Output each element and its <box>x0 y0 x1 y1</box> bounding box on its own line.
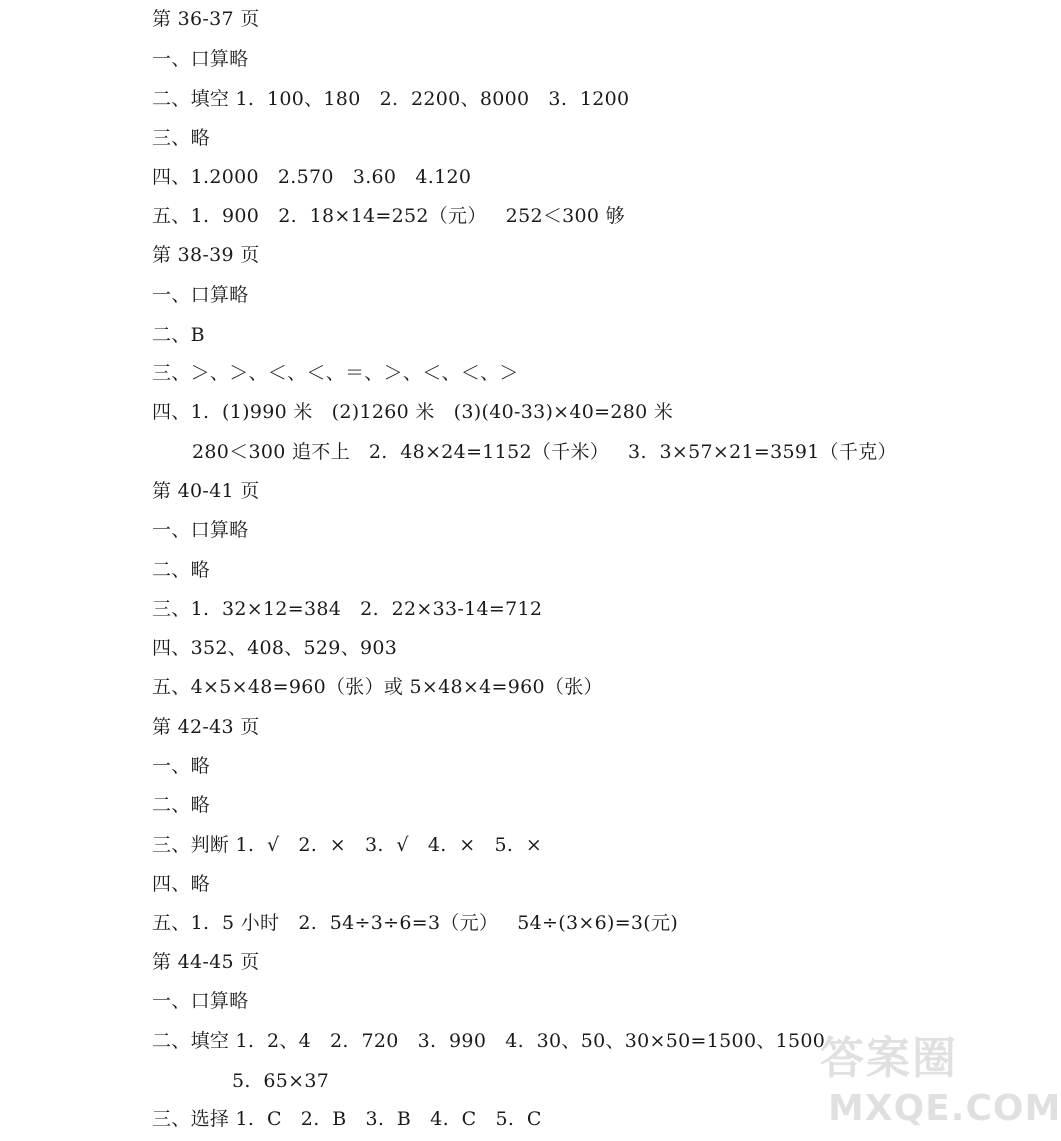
answer-line: 五、4×5×48=960（张）或 5×48×4=960（张） <box>152 676 603 698</box>
answer-line: 五、1. 5 小时 2. 54÷3÷6=3（元） 54÷(3×6)=3(元) <box>152 912 679 934</box>
watermark-domain: MXQE.COM <box>828 1088 1061 1129</box>
answer-line: 一、口算略 <box>152 519 249 541</box>
answer-line: 四、352、408、529、903 <box>152 637 398 659</box>
answer-line: 二、填空 1. 100、180 2. 2200、8000 3. 1200 <box>152 88 630 110</box>
section-heading-38-39: 第 38-39 页 <box>152 244 260 266</box>
watermark-logo-text: 答案圈 <box>820 1033 958 1084</box>
answer-line: 三、判断 1. √ 2. × 3. √ 4. × 5. × <box>152 834 543 856</box>
answer-line: 三、选择 1. C 2. B 3. B 4. C 5. C <box>152 1108 542 1130</box>
answer-line: 四、1.2000 2.570 3.60 4.120 <box>152 166 472 188</box>
site-watermark <box>820 1022 1061 1137</box>
answer-line: 二、略 <box>152 559 210 581</box>
answer-line: 一、略 <box>152 755 210 777</box>
section-heading-42-43: 第 42-43 页 <box>152 716 260 738</box>
answer-line: 一、口算略 <box>152 284 249 306</box>
answer-line: 三、略 <box>152 127 210 149</box>
answer-line: 四、略 <box>152 873 210 895</box>
answer-line: 三、1. 32×12=384 2. 22×33-14=712 <box>152 598 543 620</box>
answer-line: 二、填空 1. 2、4 2. 720 3. 990 4. 30、50、30×50=1500、1500 <box>152 1030 826 1052</box>
section-heading-40-41: 第 40-41 页 <box>152 480 260 502</box>
answer-line: 二、B <box>152 324 205 346</box>
section-heading-36-37: 第 36-37 页 <box>152 8 260 30</box>
answer-line: 一、口算略 <box>152 990 249 1012</box>
answer-line-continued: 5. 65×37 <box>232 1070 330 1092</box>
answer-line: 五、1. 900 2. 18×14=252（元） 252＜300 够 <box>152 205 625 227</box>
answer-line-continued: 280＜300 追不上 2. 48×24=1152（千米） 3. 3×57×21=3591（千克） <box>192 441 897 463</box>
section-heading-44-45: 第 44-45 页 <box>152 951 260 973</box>
answer-line: 一、口算略 <box>152 48 249 70</box>
answer-line: 三、＞、＞、＜、＜、＝、＞、＜、＜、＞ <box>152 362 519 384</box>
answer-line: 四、1. (1)990 米 (2)1260 米 (3)(40-33)×40=280 米 <box>152 401 674 423</box>
answer-line: 二、略 <box>152 794 210 816</box>
